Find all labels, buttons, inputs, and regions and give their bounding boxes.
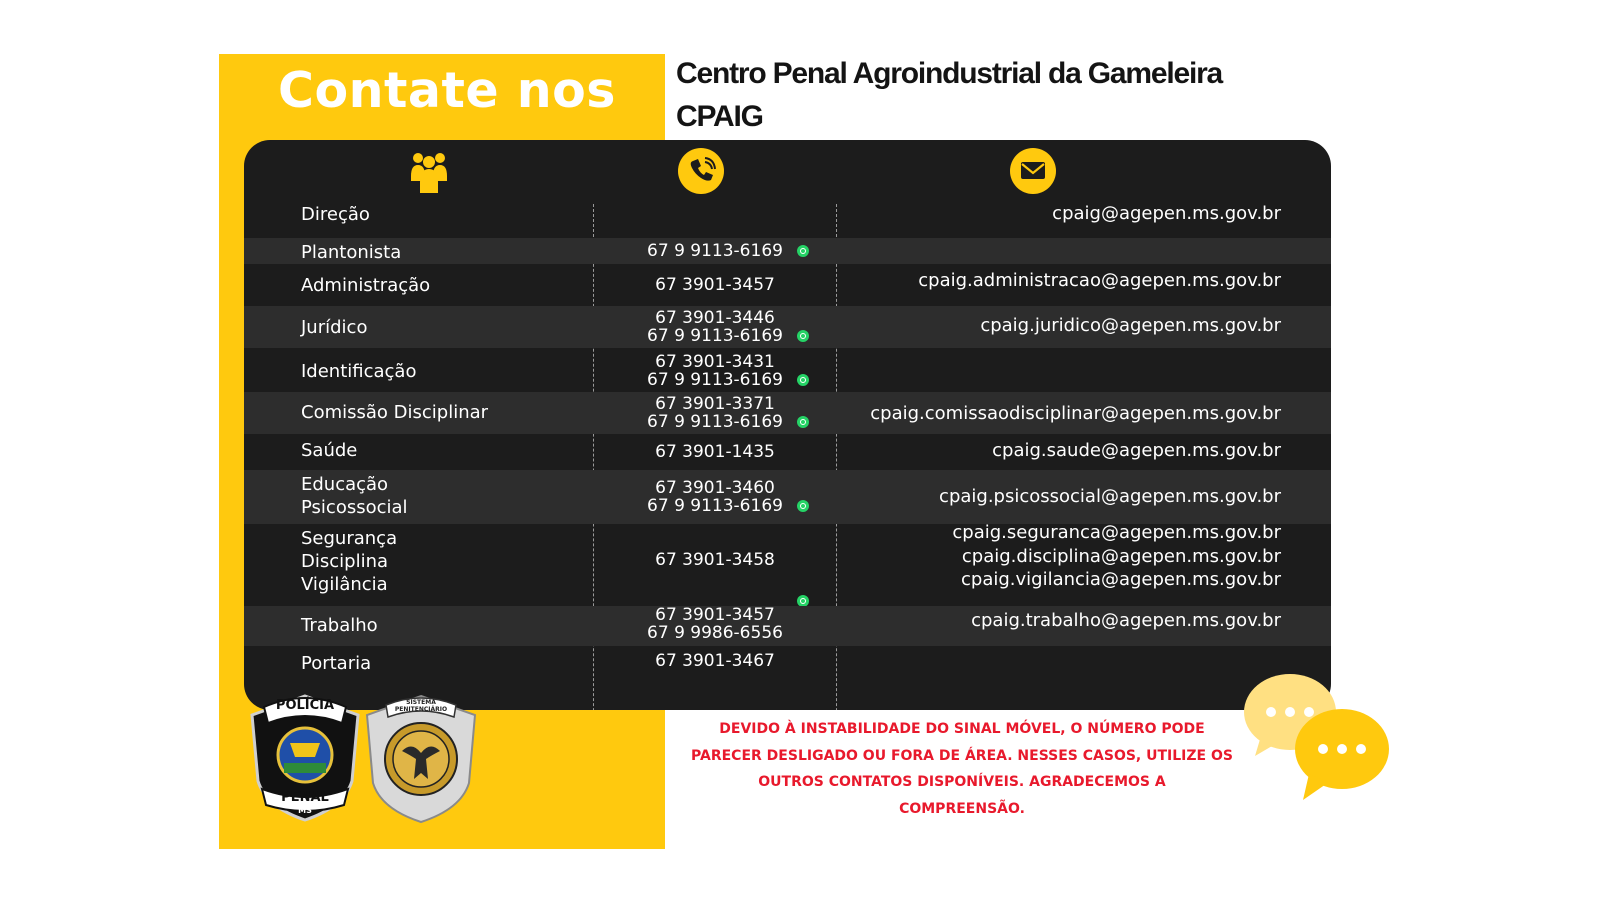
row-label: Comissão Disciplinar bbox=[301, 402, 489, 423]
phone-number[interactable]: 67 9 9986-6556 bbox=[647, 623, 783, 643]
phone-number[interactable]: 67 3901-3457 bbox=[655, 275, 775, 295]
email-address[interactable]: cpaig.comissaodisciplinar@agepen.ms.gov.br bbox=[870, 403, 1281, 424]
row-label: Administração bbox=[301, 275, 431, 296]
email-address[interactable]: cpaig.psicossocial@agepen.ms.gov.br bbox=[939, 486, 1281, 507]
org-name: Centro Penal Agroindustrial da Gameleira bbox=[676, 57, 1223, 90]
email-address[interactable]: cpaig.juridico@agepen.ms.gov.br bbox=[980, 315, 1281, 336]
email-address[interactable]: cpaig.saude@agepen.ms.gov.br bbox=[992, 440, 1281, 461]
whatsapp-icon bbox=[797, 500, 809, 512]
whatsapp-icon bbox=[797, 374, 809, 386]
phone-icon bbox=[678, 148, 724, 194]
row-label: Psicossocial bbox=[301, 497, 408, 518]
notice-line: COMPREENSÃO. bbox=[899, 800, 1025, 817]
row-label: Saúde bbox=[301, 440, 358, 461]
people-icon bbox=[406, 148, 452, 194]
table-row bbox=[244, 392, 1331, 434]
row-label: Trabalho bbox=[301, 615, 378, 636]
phone-number[interactable]: 67 9 9113-6169 bbox=[647, 326, 783, 346]
row-label: Jurídico bbox=[301, 317, 368, 338]
org-acronym: CPAIG bbox=[676, 100, 763, 133]
sistema-penitenciario-badge bbox=[362, 693, 480, 825]
whatsapp-icon bbox=[797, 245, 809, 257]
whatsapp-icon bbox=[797, 416, 809, 428]
table-row bbox=[244, 238, 1331, 264]
row-label: Identificação bbox=[301, 361, 417, 382]
phone-number[interactable]: 67 3901-3457 bbox=[655, 605, 775, 625]
phone-number[interactable]: 67 3901-3458 bbox=[655, 550, 775, 570]
email-address[interactable]: cpaig.seguranca@agepen.ms.gov.br bbox=[952, 522, 1281, 543]
badge-top-text: SISTEMA PENITENCIÁRIO bbox=[394, 699, 448, 713]
envelope-icon bbox=[1010, 148, 1056, 194]
email-address[interactable]: cpaig.disciplina@agepen.ms.gov.br bbox=[961, 545, 1281, 567]
phone-number[interactable]: 67 3901-1435 bbox=[655, 442, 775, 462]
row-label: Plantonista bbox=[301, 242, 402, 263]
phone-number[interactable]: 67 3901-3446 bbox=[655, 308, 775, 328]
table-row bbox=[244, 606, 1331, 646]
badge-state-text: MS bbox=[298, 806, 312, 815]
phone-number[interactable]: 67 9 9113-6169 bbox=[647, 241, 783, 261]
phone-number[interactable]: 67 3901-3460 bbox=[655, 478, 775, 498]
notice-line: DEVIDO À INSTABILIDADE DO SINAL MÓVEL, O NÚMERO PODE bbox=[719, 721, 1205, 737]
row-label: Portaria bbox=[301, 653, 372, 674]
table-row bbox=[244, 306, 1331, 348]
phone-number[interactable]: 67 9 9113-6169 bbox=[647, 412, 783, 432]
chat-bubbles-icon bbox=[1243, 670, 1393, 810]
row-label: Disciplina bbox=[301, 551, 389, 572]
policia-penal-badge bbox=[246, 693, 364, 823]
page-heading: Contate nos bbox=[278, 62, 616, 119]
phone-number[interactable]: 67 9 9113-6169 bbox=[647, 496, 783, 516]
contact-table bbox=[244, 140, 1331, 710]
table-row bbox=[244, 198, 1331, 238]
org-title bbox=[676, 52, 1376, 138]
whatsapp-icon bbox=[797, 330, 809, 342]
email-address[interactable]: cpaig.administracao@agepen.ms.gov.br bbox=[918, 270, 1281, 291]
phone-number[interactable]: 67 3901-3371 bbox=[655, 394, 775, 414]
notice-line: PARECER DESLIGADO OU FORA DE ÁREA. NESSES CASOS, UTILIZE OS bbox=[691, 747, 1233, 764]
row-label: Segurança bbox=[301, 528, 398, 549]
badge-bottom-text: PENAL bbox=[281, 790, 329, 805]
phone-number[interactable]: 67 3901-3431 bbox=[655, 352, 775, 372]
table-row bbox=[244, 524, 1331, 606]
phone-number[interactable]: 67 9 9113-6169 bbox=[647, 370, 783, 390]
table-row bbox=[244, 470, 1331, 524]
row-label: Vigilância bbox=[301, 574, 388, 595]
signal-notice bbox=[682, 716, 1242, 822]
table-row bbox=[244, 434, 1331, 470]
row-label: Direção bbox=[301, 204, 370, 225]
phone-number[interactable]: 67 3901-3467 bbox=[655, 651, 775, 671]
email-address[interactable]: cpaig@agepen.ms.gov.br bbox=[1052, 203, 1281, 224]
badge-top-text: POLÍCIA bbox=[275, 698, 335, 713]
row-label: Educação bbox=[301, 474, 389, 495]
table-row bbox=[244, 348, 1331, 392]
table-row bbox=[244, 264, 1331, 306]
table-row bbox=[244, 646, 1331, 686]
notice-line: OUTROS CONTATOS DISPONÍVEIS. AGRADECEMOS A bbox=[758, 774, 1166, 790]
email-address[interactable]: cpaig.trabalho@agepen.ms.gov.br bbox=[971, 610, 1281, 631]
email-address[interactable]: cpaig.vigilancia@agepen.ms.gov.br bbox=[961, 569, 1281, 590]
